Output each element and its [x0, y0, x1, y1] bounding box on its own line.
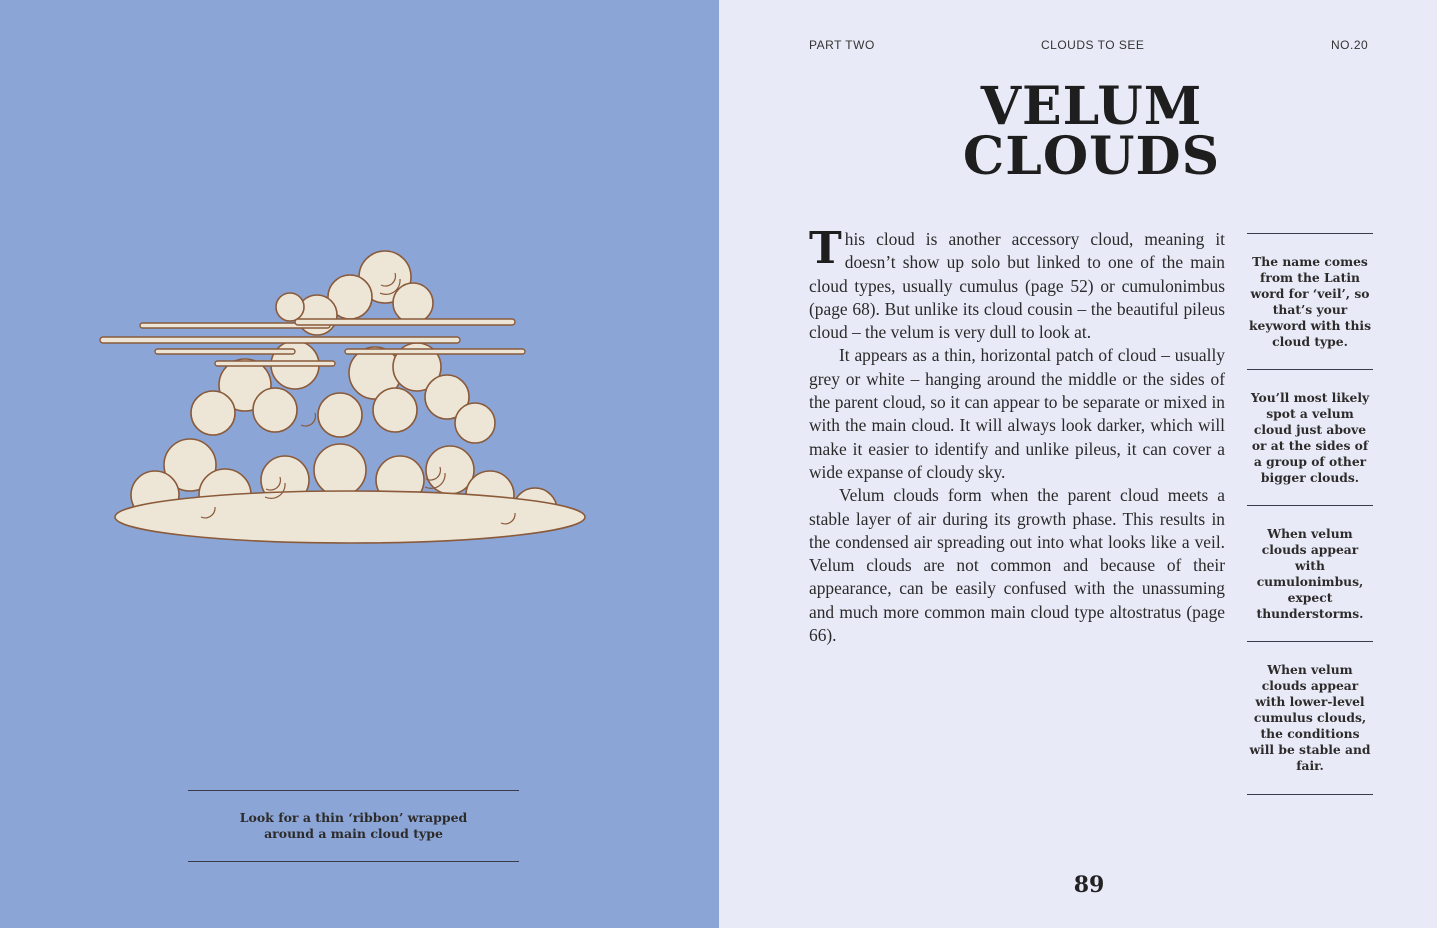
- side-note: [1247, 641, 1373, 795]
- illustration-caption: Look for a thin ‘ribbon’ wrapped around a main cloud type: [239, 810, 468, 841]
- running-head-number: NO.20: [1331, 38, 1369, 52]
- sidebar-notes: [1247, 233, 1373, 795]
- side-note: [1247, 505, 1373, 641]
- body-paragraph-1: [809, 223, 1225, 344]
- body-paragraph-2: It appears as a thin, horizontal patch of cloud – usually grey or white – hanging around the middle or the sides of the parent cloud, so it can appear to be separate or mixed in with the main cloud. It will always look darker, which will make it easier to identify and unlike pileus, it can cover a wide expanse of cloudy sky.: [809, 345, 1225, 482]
- side-note: [1247, 369, 1373, 505]
- page-title: VELUM CLOUDS: [962, 76, 1221, 187]
- running-head-part: PART TWO: [809, 38, 875, 52]
- side-note: [1247, 233, 1373, 369]
- body-paragraph-1-text: his cloud is another accessory cloud, meaning it doesn’t show up solo but linked to one of the main cloud types, usually cumulus (page 52) or cumulonimbus (page 68). But unlike its cloud cousin – the beautiful pileus cloud – the velum is very dull to look at.: [809, 229, 1225, 343]
- running-head-section: CLOUDS TO SEE: [1041, 38, 1145, 52]
- page-number: 89: [1073, 872, 1105, 898]
- side-note-text: You’ll most likely spot a velum cloud just above or at the sides of a group of other bigger clouds.: [1250, 389, 1370, 485]
- velum-cloud-illustration-icon: [95, 245, 605, 555]
- illustration-caption-box: [188, 790, 519, 862]
- side-note-text: The name comes from the Latin word for ‘veil’, so that’s your keyword with this cloud type.: [1248, 253, 1371, 349]
- side-note-text: When velum clouds appear with cumulonimbus, expect thunderstorms.: [1256, 525, 1364, 621]
- body-text: [809, 223, 1225, 647]
- drop-cap: T: [809, 223, 842, 274]
- side-note-text: When velum clouds appear with lower-level cumulus clouds, the conditions will be stable and fair.: [1249, 662, 1371, 773]
- body-paragraph-3: Velum clouds form when the parent cloud meets a stable layer of air during its growth phase. This results in the condensed air spreading out into what looks like a veil. Velum clouds are not common and because of their appearance, can be easily confused with the unassuming and much more common main cloud type altostratus (page 66).: [809, 485, 1225, 646]
- right-page: [719, 0, 1437, 928]
